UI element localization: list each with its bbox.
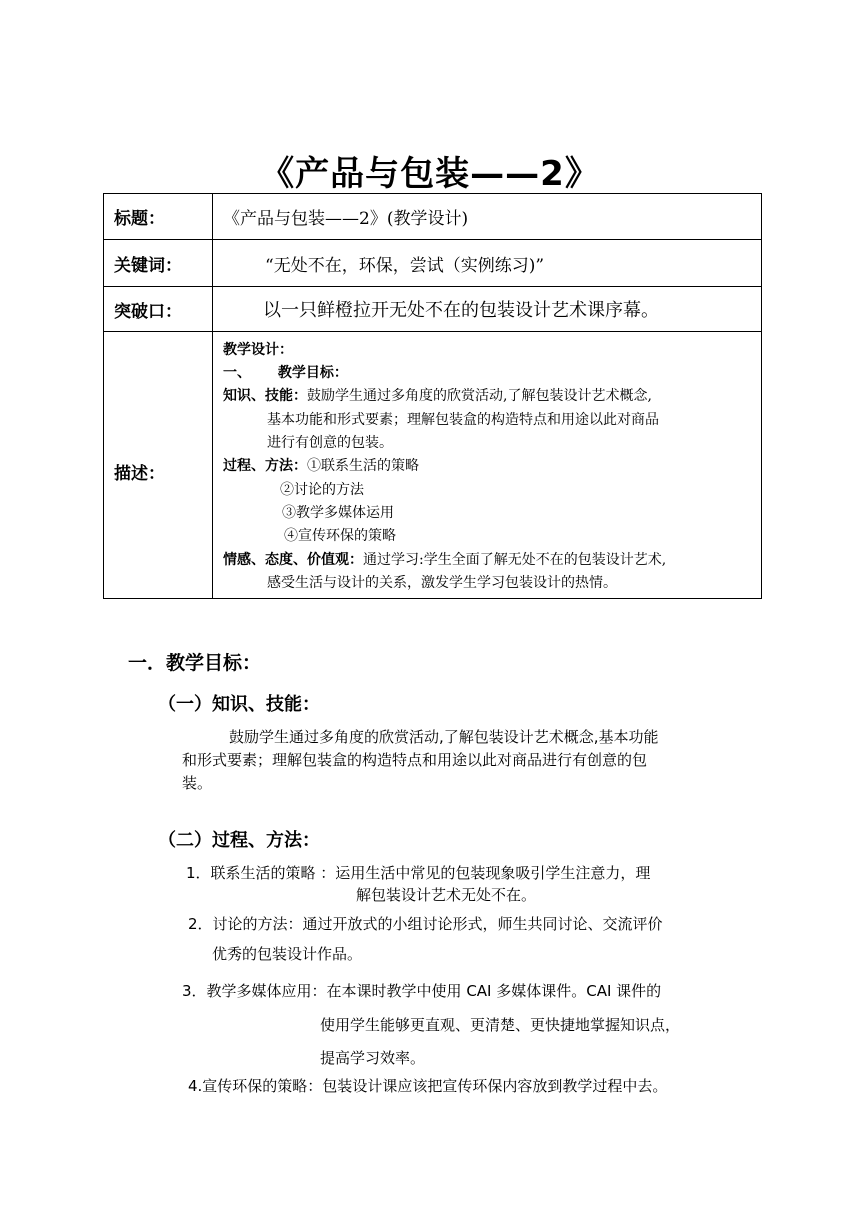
desc-process-line [223,455,755,478]
lesson-info-table [103,193,762,599]
knowledge-para-line1: 鼓励学生通过多角度的欣赏活动,了解包装设计艺术概念,基本功能 [229,728,659,746]
knowledge-para-line2: 和形式要素；理解包装盒的构造特点和用途以此对商品进行有创意的包 [182,751,648,769]
desc-goal-title: 教学目标： [277,365,348,382]
table-row-title [104,194,762,240]
desc-goal-num: 一、 [223,365,251,382]
row-label-title: 标题： [104,194,213,240]
desc-emotion-text2: 感受生活与设计的关系，激发学生学习包装设计的热情。 [267,574,617,591]
process-item3-line3: 提高学习效率。 [320,1049,426,1067]
desc-knowledge-text3: 进行有创意的包装。 [267,435,393,452]
keywords-value: “无处不在，环保，尝试（实例练习)” [265,255,545,276]
process-item3-line2: 使用学生能够更直观、更清楚、更快捷地掌握知识点， [320,1016,681,1034]
knowledge-para-line3: 装。 [182,774,213,792]
breakthrough-value: 以一只鲜橙拉开无处不在的包装设计艺术课序幕。 [263,300,659,321]
process-item1-line2: 解包装设计艺术无处不在。 [356,886,537,904]
row-value-description [213,332,762,599]
process-item2-line2: 优秀的包装设计作品。 [212,945,363,963]
row-value-title [213,194,762,240]
desc-knowledge-line [223,385,755,408]
process-item2-line1: 2．讨论的方法：通过开放式的小组讨论形式，师生共同讨论、交流评价 [188,915,663,933]
desc-heading: 教学设计： [223,341,293,358]
subsection-heading-process: （二）过程、方法： [158,830,320,851]
desc-process-item1: ①联系生活的策略 [307,458,419,475]
desc-emotion-text1: 通过学习:学生全面了解无处不在的包装设计艺术, [363,551,667,568]
desc-goal-line [223,362,755,385]
desc-process-item3: ③教学多媒体运用 [282,504,394,521]
desc-knowledge-label: 知识、技能： [223,388,307,405]
process-item4-line1: 4.宣传环保的策略：包装设计课应该把宣传环保内容放到教学过程中去。 [188,1077,668,1095]
process-item3-line1: 3．教学多媒体应用：在本课时教学中使用 CAI 多媒体课件。CAI 课件的 [182,982,662,1000]
row-label-keywords: 关键词： [104,240,213,287]
table-row-breakthrough [104,287,762,332]
row-label-breakthrough: 突破口： [104,287,213,332]
document-title: 《产品与包装——2》 [260,154,600,194]
section-heading-goals: 一．教学目标： [128,652,262,674]
desc-emotion-line [223,549,755,572]
desc-process-item4: ④宣传环保的策略 [284,528,396,545]
title-value: 《产品与包装——2》(教学设计) [223,209,469,229]
desc-emotion-label: 情感、态度、价值观： [223,551,363,568]
table-row-keywords [104,240,762,287]
description-block [213,335,761,595]
desc-knowledge-text2: 基本功能和形式要素；理解包装盒的构造特点和用途以此对商品 [267,411,659,428]
row-label-description: 描述： [104,332,213,599]
desc-process-label: 过程、方法： [223,458,307,475]
subsection-heading-knowledge: （一）知识、技能： [158,694,320,715]
desc-process-item2: ②讨论的方法 [280,481,364,498]
process-item1-line1: 1．联系生活的策略 ：运用生活中常见的包装现象吸引学生注意力，理 [186,864,651,882]
row-value-breakthrough [213,287,762,332]
desc-knowledge-text1: 鼓励学生通过多角度的欣赏活动,了解包装设计艺术概念, [307,388,652,405]
row-value-keywords [213,240,762,287]
table-row-description [104,332,762,599]
